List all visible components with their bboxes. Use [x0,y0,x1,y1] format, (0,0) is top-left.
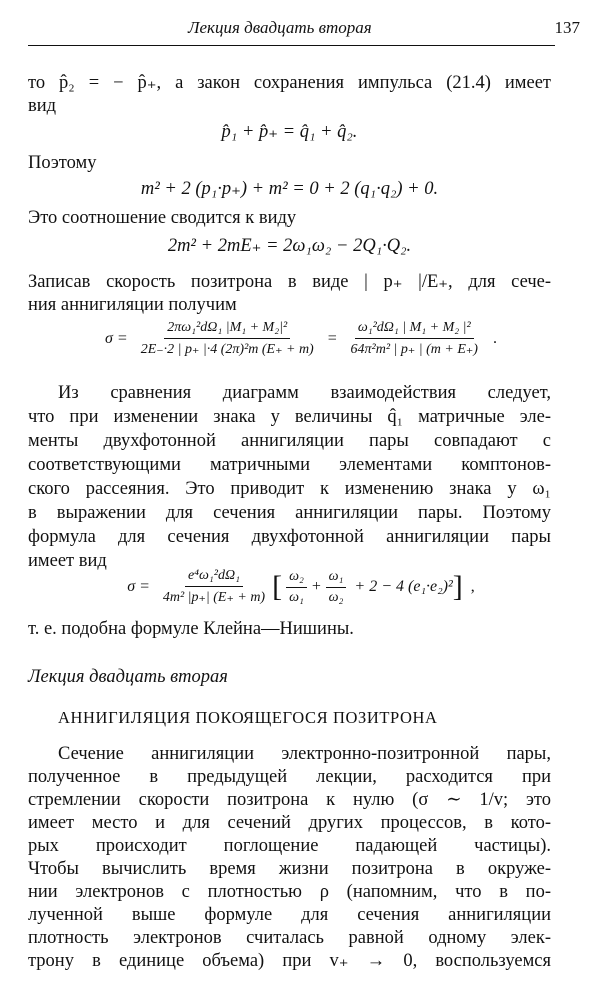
running-title: Лекция двадцать вторая [188,18,372,37]
text-line: в выражении для сечения аннигиляции пары. Поэтому [28,503,551,523]
text-line: Поэтому [28,153,97,173]
text-line: формула для сечения двухфотонной аннигиляции пары [28,527,551,547]
text-line: Сечение аннигиляции электронно-позитронной пары, [58,744,551,764]
text-line: Записав скорость позитрона в виде | p₊ |/E₊, для сече- [28,272,551,292]
equation-punctuation: , [470,578,475,595]
fraction-denominator: 64π²m² | p₊ | (m + E₊) [350,342,478,357]
lecture-subtitle: АННИГИЛЯЦИЯ ПОКОЯЩЕГОСЯ ПОЗИТРОНА [58,708,438,727]
fraction-numerator: ω₂ [286,569,307,588]
equals-sign: = [326,330,338,347]
fraction-denominator: ω₂ [328,589,344,605]
plus-sign: + [310,578,322,595]
header-rule [28,45,555,46]
text-line: рых происходит поглощение падающей частицы). [28,836,551,856]
text-line: соответствующими матричными элементами комптонов- [28,455,551,475]
fraction-numerator: ω₁²dΩ₁ | M₁ + M₂ |² [355,320,474,339]
text-line: ского рассеяния. Это приводит к изменению знака у ω₁ [28,479,551,499]
text-line: Это соотношение сводится к виду [28,208,297,228]
fraction-numerator: e⁴ω₁²dΩ₁ [185,568,243,587]
bracket-expression [272,569,463,606]
text-line: Чтобы вычислить время жизни позитрона в окруже- [28,859,551,879]
bracket-rest: + 2 − 4 (e₁·e₂)² [354,578,453,595]
text-line: вид [28,96,57,116]
text-line: стремлении скорости позитрона к нулю (σ ∼ 1/v; это [28,790,551,810]
bracket-close: ] [452,570,463,603]
fraction-numerator: 2πω₁²dΩ₁ |M₁ + M₂|² [164,320,290,339]
text-line: Из сравнения диаграмм взаимодействия следует, [58,383,551,403]
fraction [326,569,347,606]
fraction [348,320,481,358]
equation-lhs: σ = [105,330,128,347]
fraction [138,320,317,358]
equation: m² + 2 (p₁·p₊) + m² = 0 + 2 (q₁·q₂) + 0. [140,179,439,199]
fraction-numerator: ω₁ [326,569,347,588]
equation-lhs: σ = [127,578,150,595]
annihilation-formula [28,568,568,606]
text-line: менты двухфотонной аннигиляции пары совпадают с [28,431,551,451]
text-line: имеет место и для сечений других процессов, в кото- [28,813,551,833]
running-head [28,18,580,38]
text-line: что при изменении знака у величины q̂₁ матричные эле- [28,407,551,427]
text-line: полученное в предыдущей лекции, расходится при [28,767,551,787]
text-line: трону в единице объема) при v₊ → 0, воспользуемся [28,951,551,971]
text-line: лученной выше формуле для сечения аннигиляции [28,905,551,925]
equation-punctuation: . [492,330,497,347]
fraction [160,568,268,606]
text-line: нии электронов с плотностью ρ (напомним, что в по- [28,882,551,902]
equation: 2m² + 2mE₊ = 2ω₁ω₂ − 2Q₁·Q₂. [167,236,412,256]
text-line: то p̂₂ = − p̂₊, а закон сохранения импульса (21.4) имеет [28,73,551,93]
bracket-open: [ [272,570,283,603]
fraction-denominator: 2E₋·2 | p₊ |·4 (2π)²m (E₊ + m) [140,342,314,357]
lecture-heading: Лекция двадцать вторая [28,667,228,687]
fraction-denominator: 4m² |p₊| (E₊ + m) [162,590,266,605]
page-number: 137 [554,18,580,37]
fraction [286,569,307,606]
equation: p̂₁ + p̂₊ = q̂₁ + q̂₂. [221,122,358,142]
text-line: т. е. подобна формуле Клейна—Нишины. [28,619,354,639]
text-line: ния аннигиляции получим [28,295,237,315]
text-line: имеет вид [28,551,107,571]
cross-section-equation [28,320,568,358]
fraction-denominator: ω₁ [289,589,304,605]
text-line: плотность электронов считалась равной одному элек- [28,928,551,948]
